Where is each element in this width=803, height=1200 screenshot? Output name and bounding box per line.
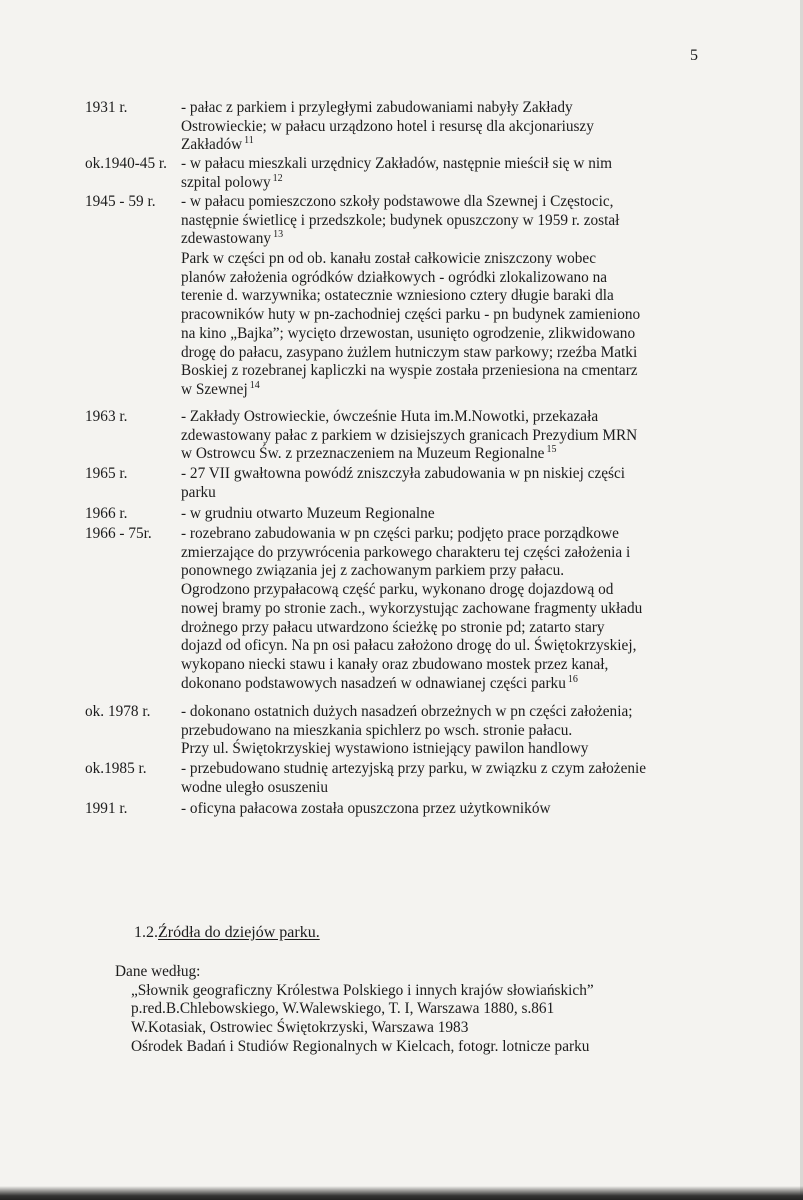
entry-line-text: drogę do pałacu, zasypano żużlem hutniczym staw parkowy; rzeźba Matki [181,343,638,361]
entry-line [181,344,721,363]
entry-line-text: na kino „Bajka”; wycięto drzewostan, usunięto ogrodzenie, zlikwidowano [181,324,636,342]
entry-line-text: - oficyna pałacowa została opuszczona przez użytkowników [181,800,551,817]
entry-line [181,619,721,638]
entry-line-text: Park w części pn od ob. kanału został całkowicie zniszczony wobec [181,250,596,267]
entry-line-text: Ostrowieckie; w pałacu urządzono hotel i resursę dla akcjonariuszy [181,117,594,135]
entry-date: 1945 - 59 r. [85,193,156,210]
entry-line [181,287,721,306]
entry-line [181,465,721,484]
entry-line-text: szpital polowy [181,173,271,191]
source-item: Ośrodek Badań i Studiów Regionalnych w Kielcach, fotogr. lotnicze parku [131,1037,590,1055]
entry-line-text: - 27 VII gwałtowna powódź zniszczyła zabudowania w pn niskiej części [181,465,626,482]
entry-text [181,99,721,155]
entry-date: ok.1940-45 r. [85,155,168,172]
entry-line [181,136,721,155]
entry-date: 1965 r. [85,465,128,482]
entry-line-text: - w pałacu mieszkali urzędnicy Zakładów, następnie mieścił się w nim [181,155,613,172]
source-item: „Słownik geograficzny Królestwa Polskiego i innych krajów słowiańskich” [131,981,594,999]
scan-bottom-shadow [0,1186,803,1200]
entry-line-text: - rozebrano zabudowania w pn części parku; podjęto prace porządkowe [181,525,619,542]
entry-line [181,427,721,446]
entry-line-text: w Szewnej [181,380,248,398]
entry-line-text: - dokonano ostatnich dużych nasadzeń obrzeżnych w pn części założenia; [181,703,633,720]
entry-line [181,722,721,741]
entry-line-text: Ogrodzono przypałacową część parku, wykonano drogę dojazdową od [181,581,614,599]
entry-line [181,99,721,118]
entry-line-text: zdewastowany [181,230,272,248]
entry-line-text: drożnego przy pałacu utwardzono ścieżkę po stronie pd; zatarto stary [181,618,605,636]
entry-date: 1966 r. [85,505,128,522]
entry-line [181,445,721,464]
entry-line-text: przebudowano na mieszkania spichlerz po wsch. stronie pałacu. [181,721,573,739]
entry-line [181,362,721,381]
entry-line [181,800,721,819]
entry-line [181,581,721,600]
entry-line-text: wykopano niecki stawu i kanały oraz zbudowano mostek przez kanał, [181,655,609,673]
entry-line-text: - w pałacu pomieszczono szkoły podstawowe dla Szewnej i Częstocic, [181,193,614,210]
entry-text [181,525,721,693]
entry-line-text: parku [181,483,216,501]
entry-line [181,703,721,722]
entry-date: 1963 r. [85,408,128,425]
entry-line-text: dojazd od oficyn. Na pn osi pałacu założono drogę do ul. Świętokrzyskiej, [181,637,637,655]
entry-line-text: nowej bramy po stronie zach., wykorzystując zachowane fragmenty układu [181,599,643,617]
entry-line [181,740,721,759]
sources-intro: Dane według: [115,963,201,980]
footnote-marker: 13 [273,229,284,241]
entry-date: 1931 r. [85,99,128,116]
footnote-marker: 14 [249,379,260,391]
entry-line-text: Przy ul. Świętokrzyskiej wystawiono istniejący pawilon handlowy [181,740,589,758]
footnote-marker: 12 [272,172,283,184]
entry-line [181,193,721,212]
entry-line-text: następnie świetlicę i przedszkole; budynek opuszczony w 1959 r. został [181,211,620,229]
entry-date: ok.1985 r. [85,760,147,777]
entry-line [181,505,721,524]
entry-date: 1966 - 75r. [85,525,152,542]
entry-date: 1991 r. [85,800,128,817]
entry-text [181,408,721,464]
entry-text [181,250,721,400]
entry-text [181,505,721,524]
entry-text [181,193,721,249]
entry-text [181,465,721,502]
page-number: 5 [690,47,698,64]
entry-line-text: pracowników huty w pn-zachodniej części parku - pn budynek zamieniono [181,306,641,324]
entry-line-text: planów założenia ogródków działkowych - ogródki zlokalizowano na [181,268,608,286]
entry-line [181,325,721,344]
entry-line [181,484,721,503]
entry-line [181,779,721,798]
entry-text [181,703,721,759]
entry-line [181,212,721,231]
footnote-marker: 11 [244,135,254,147]
entry-date: ok. 1978 r. [85,703,151,720]
entry-line [181,656,721,675]
entry-line-text: dokonano podstawowych nasadzeń w odnawianej części parku [181,674,566,692]
entry-line [181,600,721,619]
entry-line [181,118,721,137]
source-item: p.red.B.Chlebowskiego, W.Walewskiego, T. I, Warszawa 1880, s.861 [131,1000,555,1018]
entry-line-text: - Zakłady Ostrowieckie, ówcześnie Huta im.M.Nowotki, przekazała [181,408,599,425]
entry-line-text: - przebudowano studnię artezyjską przy parku, w związku z czym założenie [181,760,647,777]
entry-line [181,544,721,563]
section-heading [134,924,320,942]
section-title: Źródła do dziejów parku. [158,924,320,941]
entry-line-text: Zakładów [181,136,243,154]
entry-text [181,800,721,819]
entry-line-text: wodne uległo osuszeniu [181,778,328,796]
entry-line [181,269,721,288]
entry-line [181,174,721,193]
source-item: W.Kotasiak, Ostrowiec Świętokrzyski, Warszawa 1983 [131,1019,469,1037]
entry-line-text: zmierzające do przywrócenia parkowego charakteru tej części założenia i [181,543,631,561]
entry-line [181,525,721,544]
entry-line-text: w Ostrowcu Św. z przeznaczeniem na Muzeum Regionalne [181,445,545,463]
entry-line [181,155,721,174]
footnote-marker: 15 [546,444,557,456]
entry-line-text: terenie d. warzywnika; ostatecznie wzniesiono cztery długie baraki dla [181,287,614,305]
entry-line-text: Boskiej z rozebranej kapliczki na wyspie została przeniesiona na cmentarz [181,362,638,380]
entry-text [181,155,721,192]
entry-line-text: ponownego związania jej z zachowanym parkiem przy pałacu. [181,562,565,580]
entry-line [181,306,721,325]
entry-line-text: - pałac z parkiem i przyległymi zabudowaniami nabyły Zakłady [181,99,573,116]
footnote-marker: 16 [567,673,578,685]
entry-line [181,408,721,427]
entry-line [181,230,721,249]
entry-line [181,562,721,581]
entry-line-text: - w grudniu otwarto Muzeum Regionalne [181,505,435,522]
entry-line [181,381,721,400]
entry-line [181,637,721,656]
entry-text [181,760,721,797]
section-number: 1.2. [134,924,158,941]
entry-line [181,250,721,269]
entry-line [181,760,721,779]
entry-line-text: zdewastowany pałac z parkiem w dzisiejszych granicach Prezydium MRN [181,426,638,444]
entry-line [181,675,721,694]
sources-block [115,963,594,1057]
